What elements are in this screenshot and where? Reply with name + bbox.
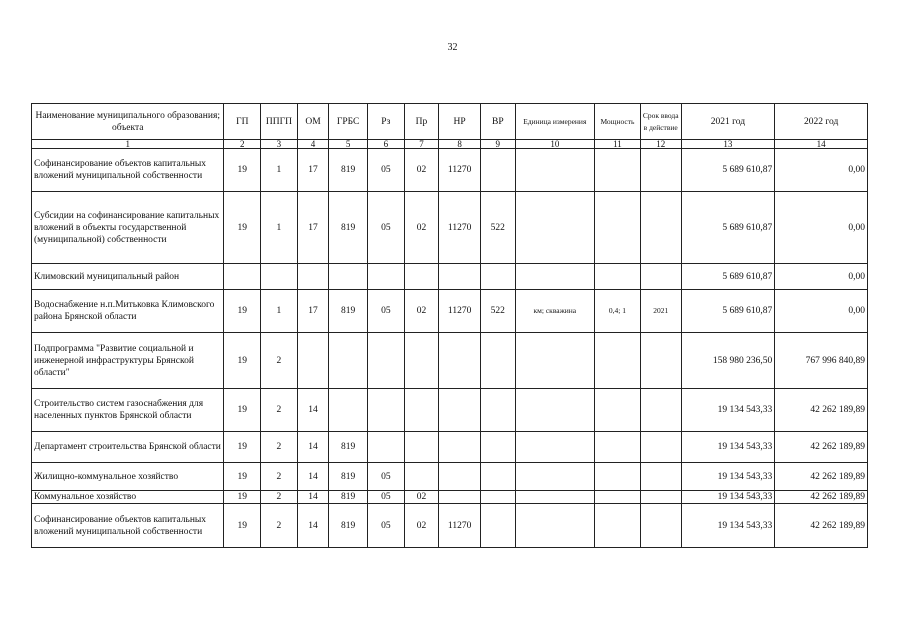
column-number: 5: [329, 140, 368, 149]
table-cell: [640, 389, 681, 432]
table-row: [32, 504, 868, 548]
table-cell: 0,00: [775, 264, 868, 290]
table-cell: [439, 463, 481, 491]
header-cell: Единица измерения: [515, 104, 594, 140]
header-cell: ВР: [481, 104, 516, 140]
table-cell: 767 996 840,89: [775, 333, 868, 389]
column-number: 4: [297, 140, 329, 149]
row-name-cell: Подпрограмма "Развитие социальной и инженерной инфраструктуры Брянской области": [32, 333, 224, 389]
table-cell: [640, 504, 681, 548]
table-cell: 17: [297, 192, 329, 264]
table-cell: 819: [329, 290, 368, 333]
table-cell: 42 262 189,89: [775, 389, 868, 432]
table-cell: 05: [368, 192, 405, 264]
table-cell: 5 689 610,87: [681, 149, 775, 192]
column-number: 11: [595, 140, 641, 149]
table-cell: [595, 504, 641, 548]
table-row: [32, 290, 868, 333]
header-cell: 2022 год: [775, 104, 868, 140]
table-cell: 1: [261, 149, 298, 192]
header-cell: Пр: [404, 104, 439, 140]
table-row: [32, 432, 868, 463]
table-row: [32, 333, 868, 389]
table-row: [32, 491, 868, 504]
table-cell: [404, 333, 439, 389]
row-name-cell: Коммунальное хозяйство: [32, 491, 224, 504]
budget-table: [31, 103, 868, 548]
table-cell: 42 262 189,89: [775, 504, 868, 548]
table-cell: 0,00: [775, 290, 868, 333]
table-cell: [515, 149, 594, 192]
header-cell: ГП: [224, 104, 261, 140]
table-cell: 14: [297, 504, 329, 548]
row-name-cell: Субсидии на софинансирование капитальных вложений в объекты государственной (муниципальной) собственности: [32, 192, 224, 264]
table-cell: 05: [368, 504, 405, 548]
column-number: 9: [481, 140, 516, 149]
row-name-cell: Софинансирование объектов капитальных вложений муниципальной собственности: [32, 504, 224, 548]
table-cell: 05: [368, 491, 405, 504]
table-cell: [595, 389, 641, 432]
table-cell: [261, 264, 298, 290]
table-cell: 19 134 543,33: [681, 491, 775, 504]
table-cell: 158 980 236,50: [681, 333, 775, 389]
table-cell: 14: [297, 432, 329, 463]
table-cell: 5 689 610,87: [681, 192, 775, 264]
row-name-cell: Водоснабжение н.п.Митьковка Климовского района Брянской области: [32, 290, 224, 333]
table-cell: 2021: [640, 290, 681, 333]
table-cell: [640, 491, 681, 504]
table-cell: 11270: [439, 504, 481, 548]
table-cell: 11270: [439, 192, 481, 264]
table-cell: 522: [481, 290, 516, 333]
table-cell: 02: [404, 290, 439, 333]
row-name-cell: Климовский муниципальный район: [32, 264, 224, 290]
table-cell: 0,00: [775, 192, 868, 264]
header-cell: ОМ: [297, 104, 329, 140]
table-cell: [439, 264, 481, 290]
table-cell: 14: [297, 389, 329, 432]
table-cell: [515, 264, 594, 290]
table-cell: 14: [297, 491, 329, 504]
table-cell: 0,4; 1: [595, 290, 641, 333]
column-number-row: [32, 140, 868, 149]
table-cell: [368, 264, 405, 290]
table-cell: [595, 432, 641, 463]
header-cell: Рз: [368, 104, 405, 140]
page-number: 32: [447, 42, 458, 53]
table-cell: 05: [368, 290, 405, 333]
header-cell: ППГП: [261, 104, 298, 140]
row-name-cell: Софинансирование объектов капитальных вложений муниципальной собственности: [32, 149, 224, 192]
table-cell: 42 262 189,89: [775, 463, 868, 491]
table-cell: [481, 491, 516, 504]
table-cell: [329, 389, 368, 432]
table-cell: [481, 432, 516, 463]
table-cell: [439, 432, 481, 463]
column-number: 10: [515, 140, 594, 149]
table-cell: 19 134 543,33: [681, 389, 775, 432]
table-cell: [297, 333, 329, 389]
table-cell: [515, 504, 594, 548]
table-cell: [640, 333, 681, 389]
table-cell: 19: [224, 463, 261, 491]
table-cell: 2: [261, 463, 298, 491]
table-cell: [640, 192, 681, 264]
table-cell: [329, 264, 368, 290]
table-cell: 42 262 189,89: [775, 491, 868, 504]
column-number: 6: [368, 140, 405, 149]
table-cell: [439, 389, 481, 432]
table-cell: 819: [329, 192, 368, 264]
table-cell: [595, 264, 641, 290]
table-cell: 2: [261, 389, 298, 432]
row-name-cell: Жилищно-коммунальное хозяйство: [32, 463, 224, 491]
column-number: 8: [439, 140, 481, 149]
table-cell: [481, 389, 516, 432]
table-cell: 819: [329, 491, 368, 504]
table-cell: 19 134 543,33: [681, 504, 775, 548]
column-number: 3: [261, 140, 298, 149]
table-cell: 11270: [439, 290, 481, 333]
table-cell: 2: [261, 504, 298, 548]
table-cell: 02: [404, 504, 439, 548]
table-row: [32, 264, 868, 290]
column-number: 7: [404, 140, 439, 149]
table-cell: 19: [224, 192, 261, 264]
table-cell: 1: [261, 290, 298, 333]
table-cell: 11270: [439, 149, 481, 192]
table-cell: [640, 149, 681, 192]
table-cell: 19: [224, 333, 261, 389]
table-cell: 5 689 610,87: [681, 290, 775, 333]
table-cell: 819: [329, 432, 368, 463]
table-cell: 02: [404, 491, 439, 504]
column-number: 1: [32, 140, 224, 149]
table-cell: 1: [261, 192, 298, 264]
table-cell: [368, 432, 405, 463]
table-row: [32, 389, 868, 432]
row-name-cell: Строительство систем газоснабжения для населенных пунктов Брянской области: [32, 389, 224, 432]
table-cell: 05: [368, 149, 405, 192]
table-cell: [404, 264, 439, 290]
table-cell: 819: [329, 504, 368, 548]
table-cell: [595, 192, 641, 264]
table-cell: [595, 149, 641, 192]
table-cell: 19: [224, 491, 261, 504]
table-cell: [595, 491, 641, 504]
table-cell: 05: [368, 463, 405, 491]
table-cell: [640, 432, 681, 463]
table-cell: [640, 264, 681, 290]
table-cell: 5 689 610,87: [681, 264, 775, 290]
table-cell: 2: [261, 432, 298, 463]
table-cell: [595, 463, 641, 491]
table-cell: 0,00: [775, 149, 868, 192]
header-cell: НР: [439, 104, 481, 140]
table-cell: [515, 432, 594, 463]
table-cell: [404, 389, 439, 432]
table-cell: [368, 389, 405, 432]
table-cell: [515, 333, 594, 389]
table-cell: км; скважина: [515, 290, 594, 333]
table-cell: 17: [297, 149, 329, 192]
table-cell: [297, 264, 329, 290]
header-cell: 2021 год: [681, 104, 775, 140]
table-cell: [595, 333, 641, 389]
table-cell: [439, 491, 481, 504]
table-cell: [368, 333, 405, 389]
table-cell: [404, 432, 439, 463]
table-cell: 2: [261, 333, 298, 389]
table-cell: [481, 264, 516, 290]
table-cell: [515, 192, 594, 264]
table-cell: 819: [329, 463, 368, 491]
table-cell: 17: [297, 290, 329, 333]
table-cell: [481, 463, 516, 491]
table-cell: 19: [224, 389, 261, 432]
column-number: 13: [681, 140, 775, 149]
table-cell: [515, 463, 594, 491]
table-cell: 02: [404, 149, 439, 192]
header-cell: Мощность: [595, 104, 641, 140]
table-cell: [481, 504, 516, 548]
table-body: [32, 149, 868, 548]
table-cell: [224, 264, 261, 290]
table-cell: 19 134 543,33: [681, 432, 775, 463]
table-row: [32, 463, 868, 491]
table-cell: [329, 333, 368, 389]
table-cell: 19: [224, 432, 261, 463]
table-row: [32, 149, 868, 192]
table-cell: [515, 389, 594, 432]
table-header-row: [32, 104, 868, 140]
table-cell: 19: [224, 504, 261, 548]
header-cell: Наименование муниципального образования; объекта: [32, 104, 224, 140]
table-cell: [481, 149, 516, 192]
table-row: [32, 192, 868, 264]
table-cell: [481, 333, 516, 389]
table-cell: 2: [261, 491, 298, 504]
table-cell: 819: [329, 149, 368, 192]
table-cell: 19: [224, 290, 261, 333]
table-cell: 19 134 543,33: [681, 463, 775, 491]
table-cell: 14: [297, 463, 329, 491]
table-cell: [439, 333, 481, 389]
column-number: 14: [775, 140, 868, 149]
table-cell: [515, 491, 594, 504]
table-cell: [404, 463, 439, 491]
column-number: 2: [224, 140, 261, 149]
table-cell: 42 262 189,89: [775, 432, 868, 463]
table-cell: 19: [224, 149, 261, 192]
column-number: 12: [640, 140, 681, 149]
table-cell: 02: [404, 192, 439, 264]
table-cell: 522: [481, 192, 516, 264]
header-cell: ГРБС: [329, 104, 368, 140]
table-cell: [640, 463, 681, 491]
header-cell: Срок ввода в действие: [640, 104, 681, 140]
row-name-cell: Департамент строительства Брянской области: [32, 432, 224, 463]
